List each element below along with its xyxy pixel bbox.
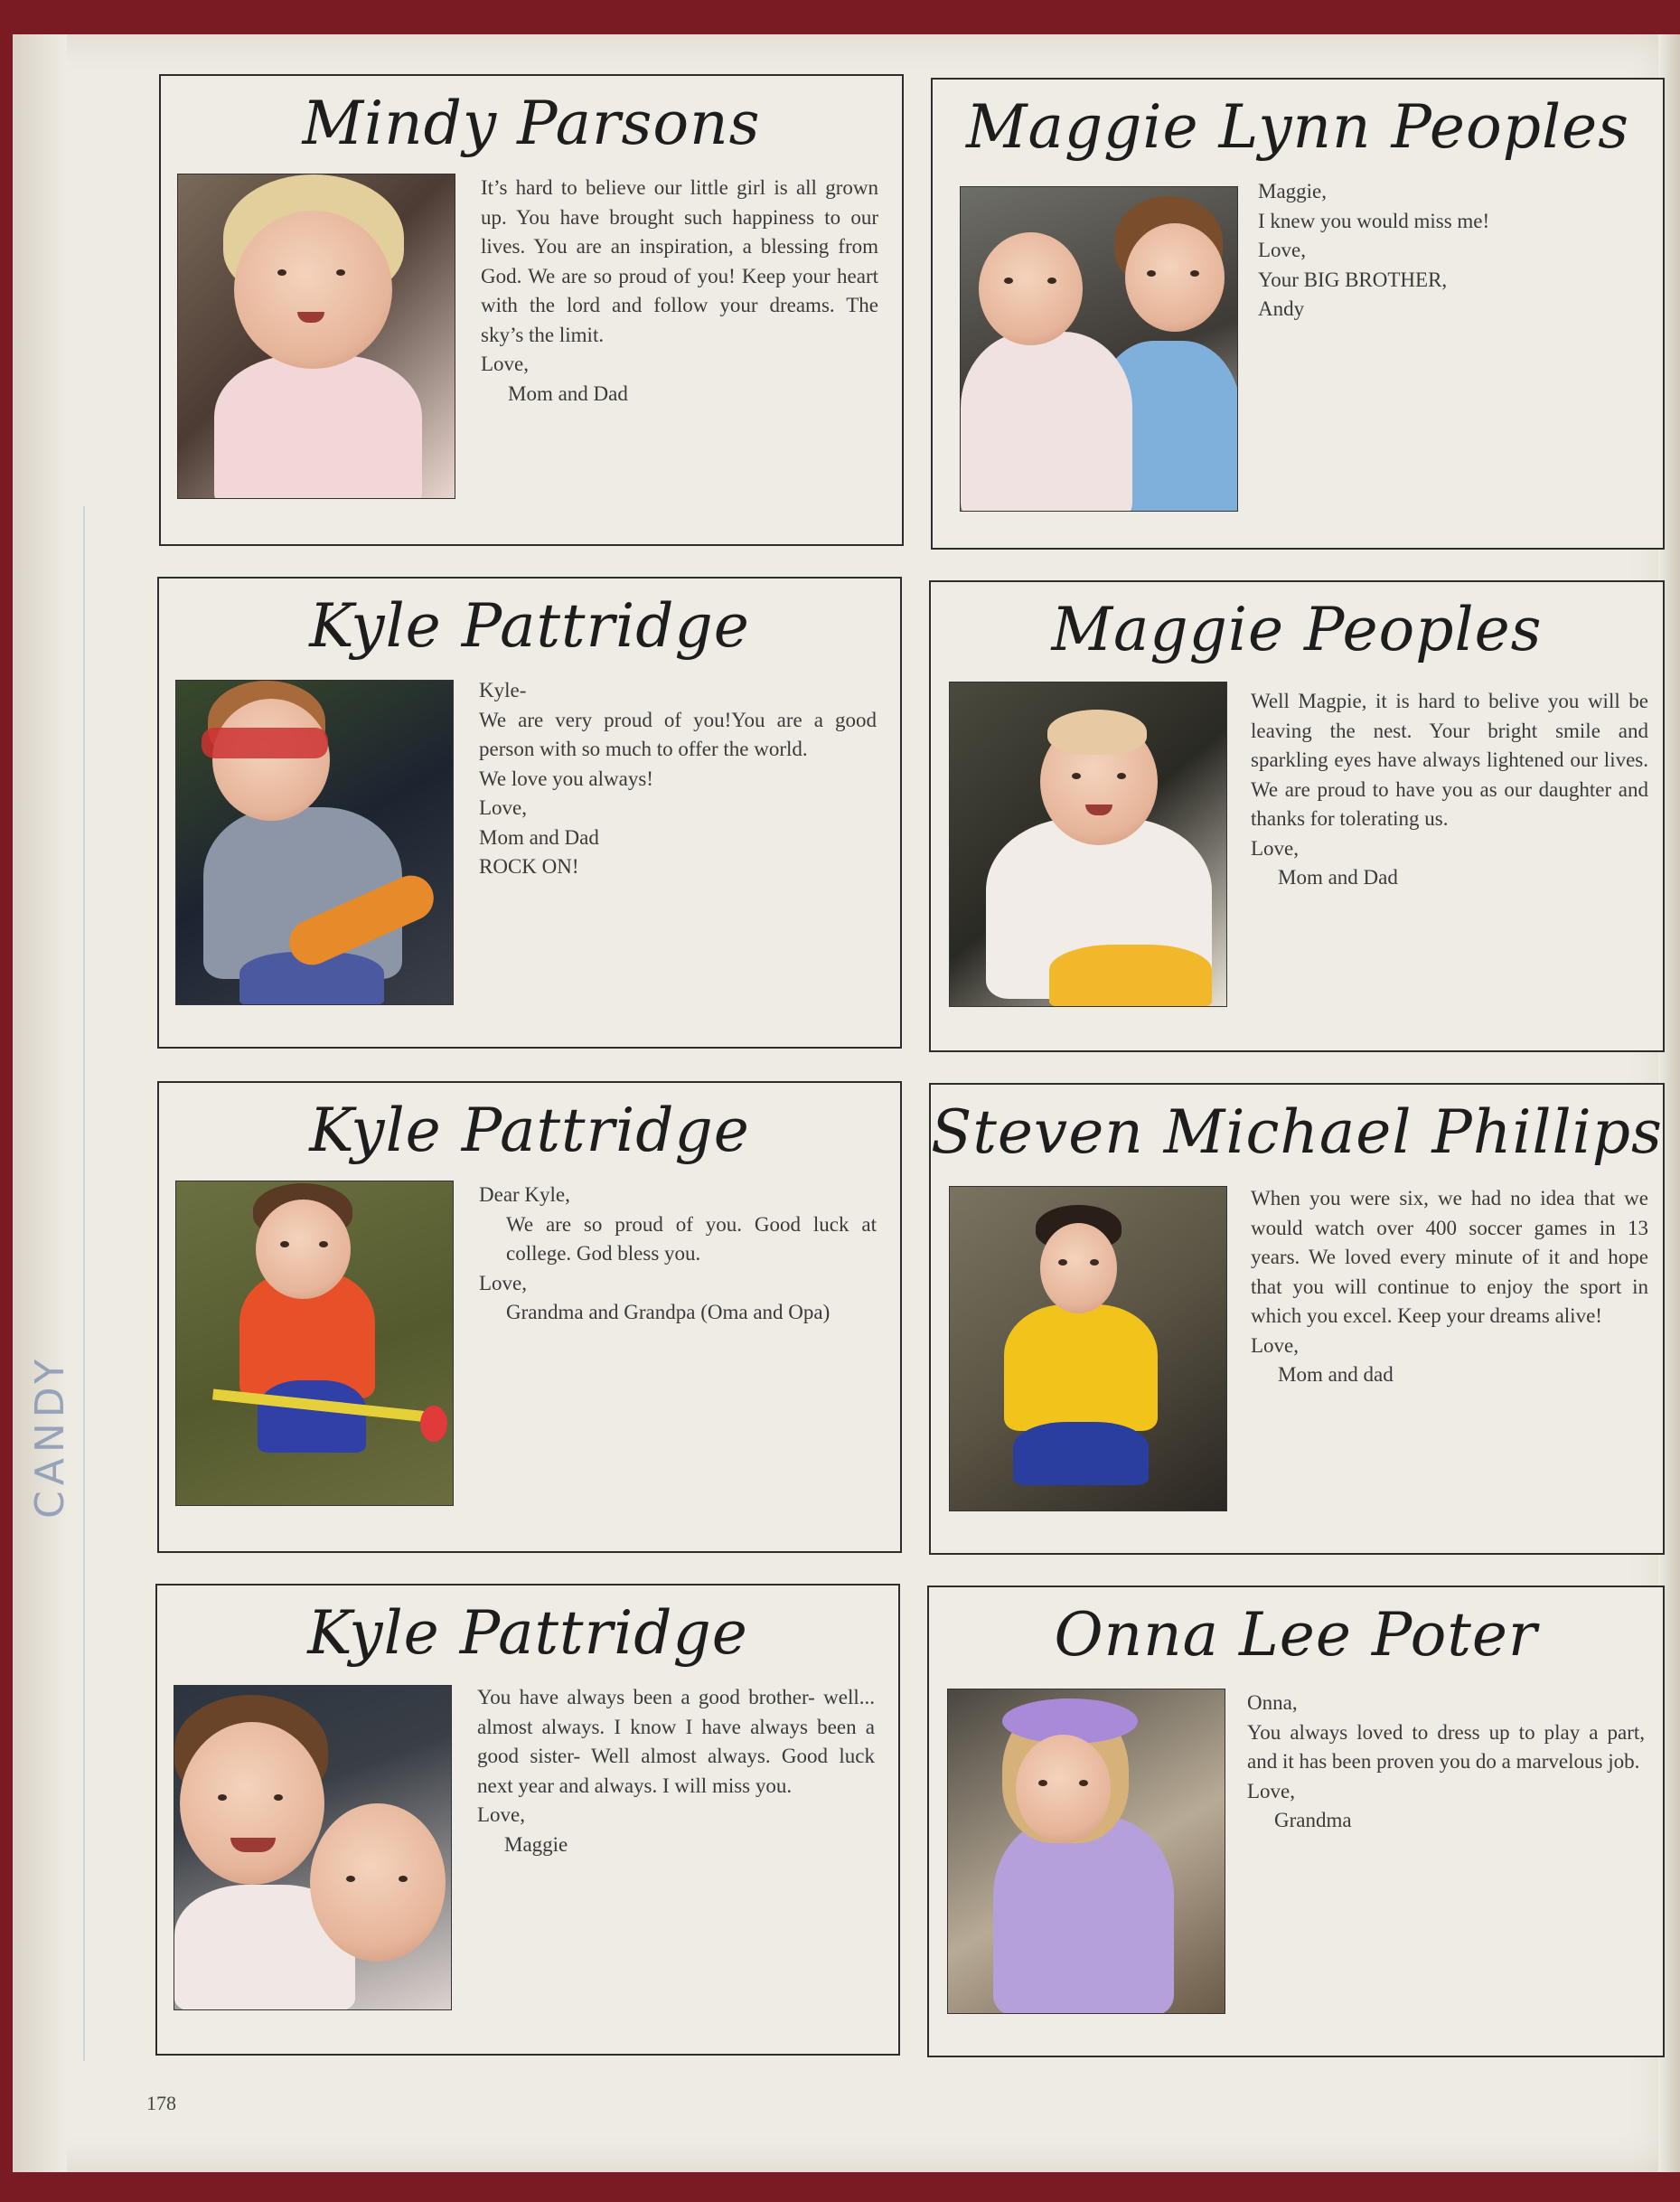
ad-maggie-lynn-peoples bbox=[931, 78, 1665, 550]
handwritten-margin-note: CANDY bbox=[27, 1353, 73, 1519]
message-line: ROCK ON! bbox=[479, 855, 579, 878]
message-line: We love you always! bbox=[479, 767, 653, 790]
ad-name: Onna Lee Poter bbox=[1054, 1600, 1538, 1670]
ad-message bbox=[481, 174, 884, 409]
message-line: You have always been a good brother- well... almost always. I know I have always been a good sister- Well almost always. Good luck next year and always. I will miss you. bbox=[477, 1686, 880, 1797]
message-line: Grandma bbox=[1274, 1809, 1352, 1831]
ad-name: Kyle Pattridge bbox=[307, 1598, 748, 1668]
message-line: Love, bbox=[1251, 1333, 1300, 1357]
message-line: Kyle- bbox=[479, 679, 527, 701]
ad-message bbox=[1251, 687, 1654, 893]
message-line: Love, bbox=[481, 353, 530, 375]
ad-onna-lee-poter bbox=[927, 1586, 1665, 2057]
ad-name: Kyle Pattridge bbox=[309, 591, 750, 661]
baby-photo bbox=[177, 174, 455, 499]
message-line: We are very proud of you!You are a good person with so much to offer the world. bbox=[479, 708, 882, 760]
message-line: Love, bbox=[479, 1271, 528, 1294]
baby-photo bbox=[949, 682, 1227, 1007]
message-line: Mom and Dad bbox=[1278, 866, 1398, 889]
page-spine-shadow bbox=[13, 34, 67, 2172]
message-line: When you were six, we had no idea that we would watch over 400 soccer games in 13 years. We loved every minute of it and hope that you will continue to enjoy the sport in which you excel. Keep your dreams alive! bbox=[1251, 1187, 1654, 1327]
message-line: Grandma and Grandpa (Oma and Opa) bbox=[506, 1301, 831, 1323]
ad-maggie-peoples bbox=[929, 580, 1665, 1052]
ad-name: Steven Michael Phillips bbox=[931, 1097, 1663, 1167]
baby-photo bbox=[947, 1689, 1225, 2014]
message-line: Love, bbox=[1258, 239, 1307, 261]
message-line: Maggie bbox=[504, 1832, 568, 1856]
ad-message bbox=[1247, 1689, 1650, 1836]
ad-name: Maggie Lynn Peoples bbox=[965, 92, 1630, 162]
message-line: You always loved to dress up to play a part, and it has been proven you do a marvelous job. bbox=[1247, 1720, 1650, 1773]
message-line: Love, bbox=[1247, 1779, 1296, 1802]
message-line: I knew you would miss me! bbox=[1258, 209, 1490, 232]
ad-kyle-pattridge-3 bbox=[155, 1584, 900, 2056]
baby-photo bbox=[960, 186, 1238, 512]
message-line: We are so proud of you. Good luck at college. God bless you. bbox=[506, 1212, 882, 1265]
ad-name: Mindy Parsons bbox=[302, 89, 761, 158]
ad-message bbox=[477, 1683, 880, 1859]
message-line: Well Magpie, it is hard to belive you will be leaving the nest. Your bright smile and sparkling eyes have always lightened our lives. We are proud to have you as our daughter and thanks for tolerating us. bbox=[1251, 690, 1654, 830]
baby-photo bbox=[174, 1685, 452, 2010]
message-line: Mom and Dad bbox=[479, 825, 599, 849]
ad-mindy-parsons bbox=[159, 74, 904, 546]
ad-name: Kyle Pattridge bbox=[309, 1096, 750, 1165]
message-line: It’s hard to believe our little girl is all grown up. You have brought such happiness to our lives. You are an inspiration, a blessing from God. We are so proud of you! Keep your heart with the lord and follow your dreams. The sky’s the limit. bbox=[481, 176, 884, 346]
ad-kyle-pattridge-2 bbox=[157, 1081, 902, 1553]
ad-steven-michael-phillips bbox=[929, 1083, 1665, 1555]
message-line: Love, bbox=[1251, 836, 1300, 860]
ad-message bbox=[1258, 177, 1656, 325]
baby-photo bbox=[175, 1181, 454, 1506]
message-line: Andy bbox=[1258, 297, 1305, 320]
message-line: Mom and Dad bbox=[508, 381, 628, 405]
message-line: Your BIG BROTHER, bbox=[1258, 268, 1448, 291]
baby-photo bbox=[949, 1186, 1227, 1511]
message-line: Maggie, bbox=[1258, 180, 1328, 202]
message-line: Love, bbox=[479, 796, 528, 819]
message-line: Love, bbox=[477, 1803, 526, 1826]
ad-name: Maggie Peoples bbox=[1051, 595, 1543, 664]
ad-kyle-pattridge-1 bbox=[157, 577, 902, 1049]
ad-message bbox=[479, 676, 882, 882]
baby-photo bbox=[175, 680, 454, 1005]
message-line: Mom and dad bbox=[1278, 1363, 1394, 1386]
message-line: Dear Kyle, bbox=[479, 1183, 570, 1206]
ad-message bbox=[1251, 1184, 1654, 1390]
ad-message bbox=[479, 1181, 882, 1328]
page-number: 178 bbox=[146, 2092, 176, 2114]
message-line: Onna, bbox=[1247, 1691, 1298, 1714]
